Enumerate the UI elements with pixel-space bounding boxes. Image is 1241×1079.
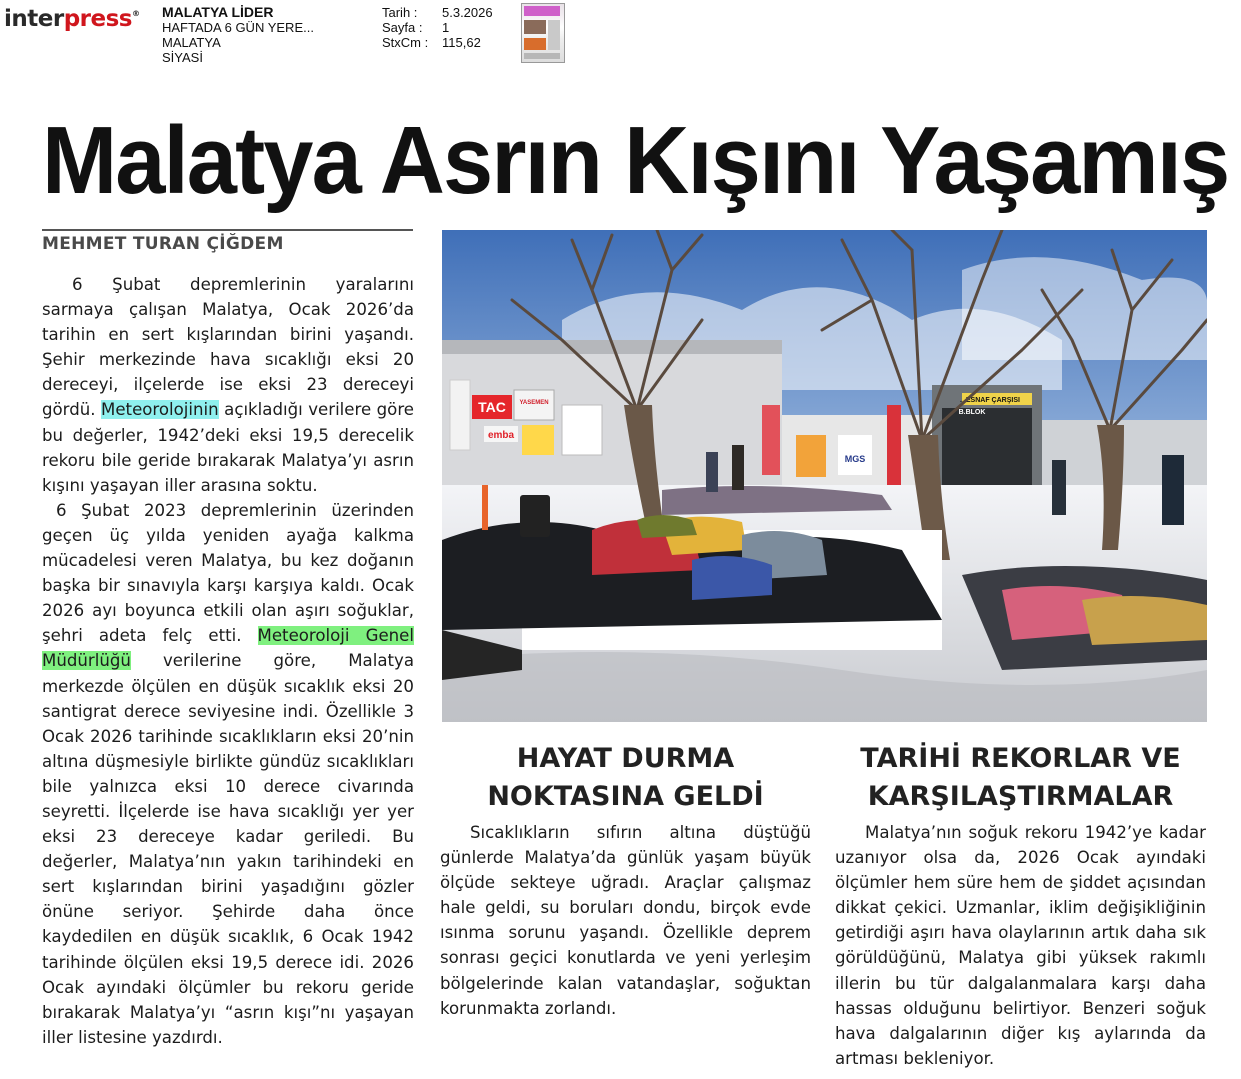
paragraph: Malatya’nın soğuk rekoru 1942’ye kadar uzanıyor olsa da, 2026 Ocak ayındaki ölçümler hem süre hem de şiddet açısından dikkat çekici. Uzmanlar, iklim değişikliğinin getirdiği aşırı hava olaylarının artık daha sık görüldüğünü, Malatya gibi yüksek rakımlı illerin bu tür dalgalanmalara karşı daha hassas olduğunu belirtiyor. Benzeri soğuk hava dalgalarının diğer kış aylarında da artması bekleniyor.: [835, 823, 1206, 1068]
article-column-2: [440, 820, 811, 1021]
sign-mgs: MGS: [844, 454, 866, 464]
publication-section: SİYASİ: [162, 50, 203, 65]
byline-divider: [42, 229, 413, 231]
article-column-3: [835, 820, 1206, 1071]
subheading-tarihi-rekorlar: TARİHİ REKORLAR VE KARŞILAŞTIRMALAR: [860, 743, 1181, 812]
stat-row: Tarih : 5.3.2026: [382, 5, 493, 20]
publication-city: MALATYA: [162, 35, 221, 50]
highlight-meteorolojinin: Meteorolojinin: [101, 400, 219, 420]
clipping-stats: [382, 5, 493, 50]
highlight-meteoroloji-genel-mudurlugu: Meteoroloji Genel Müdürlüğü: [42, 626, 414, 671]
publication-frequency: HAFTADA 6 GÜN YERE...: [162, 20, 314, 35]
stat-row: Sayfa : 1: [382, 20, 450, 35]
sign-emba: emba: [487, 430, 515, 441]
paragraph: Sıcaklıkların sıfırın altına düştüğü günlerde Malatya’da günlük yaşam büyük ölçüde sekteye uğradı. Araçlar çalışmaz hale geldi, su boruları dondu, birçok evde ısınma sorunu yaşandı. Özellikle deprem sonrası geçici konutlarda ve yeni yerleşim bölgelerinde kalan vatandaşlar, soğuktan korunmakta zorlandı.: [440, 823, 811, 1018]
subheading-hayat-durma: HAYAT DURMA NOKTASINA GELDİ: [487, 743, 764, 812]
publication-name: MALATYA LİDER: [162, 4, 274, 20]
stat-row: StxCm : 115,62: [382, 35, 481, 50]
paragraph: 6 Şubat 2023 depremlerinin üzerinden geçen üç yılda yeniden ayağa kalkma mücadelesi veren Malatya, bu kez doğanın başka bir sınavıyla karşı karşıya kaldı. Ocak 2026 ayı boyunca etkili olan aşırı soğuklar, şehri adeta felç etti. Meteoroloji Genel Müdürlüğü verilerine göre, Malatya merkezde ölçülen en düşük sıcaklık eksi 20 santigrat derece seviyesine indi. Özellikle 3 Ocak 2026 tarihinde sıcaklıkların eksi 20’nin altına düşmesiyle birlikte gündüz sıcaklıkları bile yalnızca eksi 10 derece civarında seyretti. İlçelerde ise hava sıcaklığı yer yer eksi 23 dereceye kadar geriledi. Bu değerler, Malatya’nın yakın tarihindeki en sert kışlarından birini yaşadığını gözler önüne seriyor. Şehirde daha önce kaydedilen en düşük sıcaklık, 6 Ocak 1942 tarihinde ölçülen eksi 19,5 derece idi. 2026 Ocak ayındaki ölçümler bu rekoru geride bırakarak Malatya’yı “asrın kışı”nı yaşayan iller listesine yazdırdı.: [42, 500, 414, 1047]
clipping-meta: [162, 5, 314, 65]
page-thumbnail[interactable]: [521, 3, 565, 63]
paragraph: 6 Şubat depremlerinin yaralarını sarmaya çalışan Malatya, Ocak 2026’da tarihin en sert kışlarından birini yaşandı. Şehir merkezinde hava sıcaklığı eksi 20 dereceyi, ilçelerde ise eksi 23 dereceyi gördü. Meteorolojinin açıkladığı verilere göre bu değerler, 1942’deki eksi 19,5 derecelik rekoru bile geride bırakarak Malatya’yı asrın kışını yaşayan iller arasına soktu.: [42, 275, 414, 495]
market-snow-photo: [442, 230, 1207, 722]
sign-yasemen: YASEMEN: [519, 400, 549, 406]
headline: Malatya Asrın Kışını Yaşamış: [42, 107, 1229, 214]
article-column-1: [42, 272, 414, 1050]
interpress-logo: interpress®: [4, 6, 140, 32]
sign-esnaf: ...ESNAF ÇARŞISI: [960, 397, 1020, 404]
sign-bblok: B.BLOK: [958, 409, 986, 416]
sign-tac: TAC: [478, 399, 506, 415]
byline: MEHMET TURAN ÇİĞDEM: [42, 234, 284, 254]
